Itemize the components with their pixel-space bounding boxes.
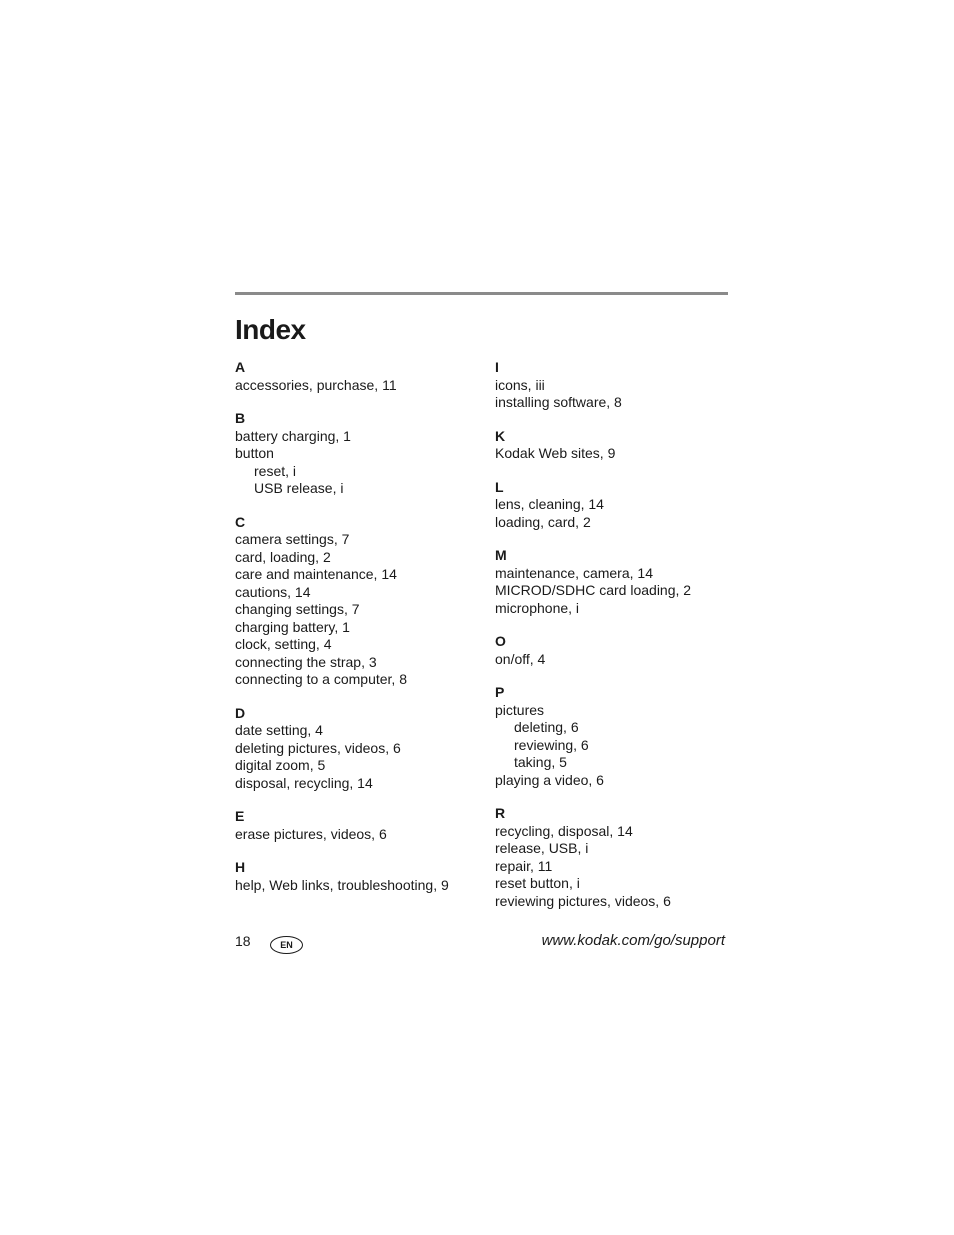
index-entry: battery charging, 1 bbox=[235, 427, 351, 444]
page-number: 18 bbox=[235, 933, 251, 949]
index-entry: microphone, i bbox=[495, 599, 580, 616]
index-entry: reviewing pictures, videos, 6 bbox=[495, 892, 671, 909]
index-section bbox=[235, 705, 485, 793]
page-title: Index bbox=[235, 314, 306, 345]
index-entry: recycling, disposal, 14 bbox=[495, 822, 633, 839]
index-column-right bbox=[495, 359, 745, 926]
index-entry: connecting to a computer, 8 bbox=[235, 671, 407, 687]
index-subentry: reviewing, 6 bbox=[514, 736, 589, 753]
section-letter: O bbox=[495, 633, 506, 649]
index-entry: release, USB, i bbox=[495, 840, 589, 856]
index-section bbox=[495, 547, 745, 617]
index-entry: accessories, purchase, 11 bbox=[235, 376, 397, 393]
index-entry: icons, iii bbox=[495, 376, 545, 393]
index-section bbox=[495, 633, 745, 668]
index-section bbox=[495, 479, 745, 532]
index-entry: camera settings, 7 bbox=[235, 531, 350, 547]
section-letter: C bbox=[235, 513, 246, 530]
index-entry: digital zoom, 5 bbox=[235, 757, 326, 773]
index-entry: installing software, 8 bbox=[495, 394, 622, 410]
index-entry: pictures bbox=[495, 701, 545, 718]
index-entry: clock, setting, 4 bbox=[235, 636, 332, 652]
index-entry: repair, 11 bbox=[495, 857, 553, 874]
index-entry: date setting, 4 bbox=[235, 722, 323, 738]
index-subentry: reset, i bbox=[254, 462, 297, 479]
title-rule bbox=[235, 292, 728, 295]
index-section bbox=[495, 684, 745, 789]
index-subentry: deleting, 6 bbox=[514, 719, 579, 735]
index-entry: card, loading, 2 bbox=[235, 548, 331, 565]
index-entry: playing a video, 6 bbox=[495, 771, 604, 788]
index-entry: on/off, 4 bbox=[495, 650, 546, 667]
index-entry: Kodak Web sites, 9 bbox=[495, 445, 616, 461]
index-entry: lens, cleaning, 14 bbox=[495, 496, 604, 512]
index-entry: MICROD/SDHC card loading, 2 bbox=[495, 582, 692, 598]
index-section bbox=[235, 410, 485, 498]
index-entry: cautions, 14 bbox=[235, 583, 311, 600]
section-letter: H bbox=[235, 859, 246, 875]
index-section bbox=[495, 428, 745, 463]
index-section bbox=[235, 808, 485, 843]
index-entry: maintenance, camera, 14 bbox=[495, 564, 653, 581]
index-entry: care and maintenance, 14 bbox=[235, 566, 397, 582]
index-section bbox=[235, 359, 485, 394]
section-letter: D bbox=[235, 704, 246, 721]
section-letter: M bbox=[495, 547, 507, 563]
index-entry: connecting the strap, 3 bbox=[235, 653, 377, 670]
section-letter: I bbox=[495, 359, 499, 375]
index-entry: changing settings, 7 bbox=[235, 601, 360, 617]
section-letter: B bbox=[235, 410, 246, 426]
index-section bbox=[495, 359, 745, 412]
index-section bbox=[495, 805, 745, 910]
section-letter: L bbox=[495, 478, 504, 495]
index-subentry: taking, 5 bbox=[514, 754, 567, 770]
index-entry: reset button, i bbox=[495, 875, 580, 891]
index-column-left bbox=[235, 359, 485, 910]
index-section bbox=[235, 514, 485, 689]
index-subentry: USB release, i bbox=[254, 480, 344, 496]
support-url: www.kodak.com/go/support bbox=[541, 932, 725, 949]
index-entry: button bbox=[235, 445, 274, 461]
section-letter: K bbox=[495, 427, 506, 444]
index-entry: help, Web links, troubleshooting, 9 bbox=[235, 876, 449, 893]
index-entry: deleting pictures, videos, 6 bbox=[235, 739, 401, 756]
index-entry: charging battery, 1 bbox=[235, 618, 350, 635]
section-letter: P bbox=[495, 684, 505, 700]
section-letter: E bbox=[235, 808, 245, 824]
index-entry: disposal, recycling, 14 bbox=[235, 774, 373, 791]
index-entry: erase pictures, videos, 6 bbox=[235, 825, 387, 842]
index-entry: loading, card, 2 bbox=[495, 513, 591, 530]
index-section bbox=[235, 859, 485, 894]
language-badge: EN bbox=[270, 936, 303, 954]
section-letter: R bbox=[495, 805, 506, 821]
section-letter: A bbox=[235, 359, 246, 375]
